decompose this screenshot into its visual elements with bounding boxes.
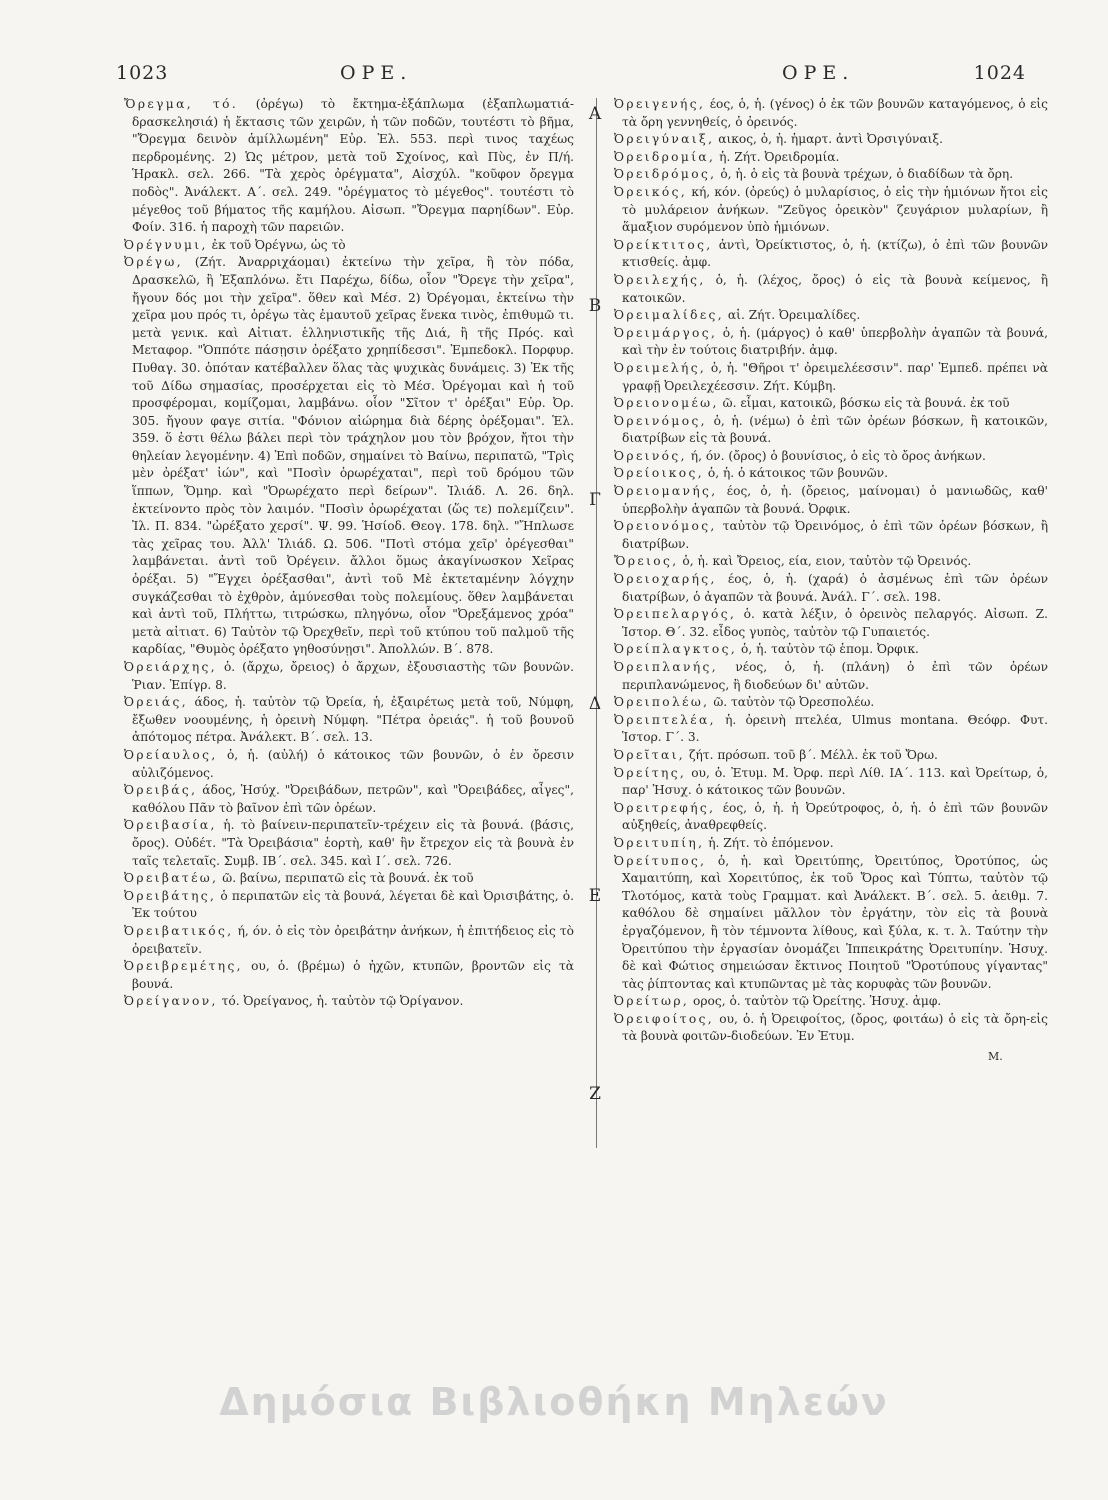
dictionary-entry xyxy=(614,993,1048,1011)
entry-headword: Ὀρείτωρ, xyxy=(614,994,690,1009)
dictionary-entry xyxy=(614,694,1048,712)
entry-definition: ὁ. κατὰ λέξιν, ὁ ὀρεινὸς πελαργός. Αἰσωπ. Ζ. Ἱστορ. Θ΄. 32. εἶδος γυπὸς, ταὐτὸν τῷ Γυπαιετός. xyxy=(622,607,1048,639)
entry-headword: Ὀρειβάτης, xyxy=(124,888,217,903)
dictionary-entry xyxy=(124,254,574,659)
entry-headword: Ὀρειονόμος, xyxy=(614,519,717,534)
entry-definition: ὁ, ἡ. (αὐλή) ὁ κάτοικος τῶν βουνῶν, ὁ ἐν ὄρεσιν αὐλιζόμενος. xyxy=(132,747,574,780)
dictionary-entry xyxy=(124,747,574,782)
dictionary-entry xyxy=(614,553,1048,571)
entry-headword: Ὀρείγανον, xyxy=(124,994,218,1009)
page-number-left: 1023 xyxy=(116,62,169,84)
running-head-left: ΟΡΕ. xyxy=(340,62,413,84)
entry-headword: Ὀρειβάς, xyxy=(124,783,198,798)
dictionary-entry xyxy=(614,641,1048,659)
entry-definition: ὁ. (ἄρχω, ὄρειος) ὁ ἄρχων, ἐξουσιαστὴς τῶν βουνῶν. Ῥιαν. Ἐπίγρ. 8. xyxy=(132,660,574,692)
entry-headword: Ὀρείοικος, xyxy=(614,466,705,481)
entry-headword: Ὀρέγνυμι, xyxy=(124,237,208,252)
section-letter-gamma: Γ xyxy=(589,490,601,510)
dictionary-entry xyxy=(614,835,1048,853)
entry-definition: ὁ, ἡ. καὶ Ὀρειτύπης, Ὀρειτύπος, Ὀροτύπος, ὡς Χαμαιτύπη, καὶ Χορειτύπος, ἐκ τοῦ Ὄρος καὶ Τύπτω, ταὐτὸν τῷ Τλοτόμος, κατὰ τοὺς Γραμματ. καὶ Ἀνάλεκτ. Β΄. σελ. 5. ἀειθμ. 7. καθόλου δὲ σημαίνει μᾶλλον τὸν ἐργάτην, τὸν εἰς τὰ βουνὰ ἐργαζόμενον, ἢ τὸν τέμνοντα λίθους, καὶ ξύλα, κ. τ. λ. Ταύτην τὴν Ὀρειτύπου τὴν ἐργασίαν ὀνομάζει Ἱππεικράτης Ὀρειτυπίην. Ἡσυχ. δὲ καὶ Φώτιος σημειώσαν ἔκτινος Ποιητοῦ "Ὀροτύπους γίγαντας" τὰς ῥίπτοντας καὶ κτυπῶντας μὲ τὰς κορυφὰς τῶν βουνῶν. xyxy=(622,853,1048,991)
entry-definition: ὁ περιπατῶν εἰς τὰ βουνά, λέγεται δὲ καὶ Ὀρισιβάτης, ὁ. Ἐκ τούτου xyxy=(132,888,574,921)
dictionary-entry xyxy=(124,870,574,888)
entry-headword: Ὀρειπτελέα, xyxy=(614,712,716,727)
entry-definition: ἡ. Ζήτ. τὸ ἑπόμενον. xyxy=(704,835,834,850)
dictionary-entry xyxy=(614,149,1048,167)
entry-definition: ῶ. εἶμαι, κατοικῶ, βόσκω εἰς τὰ βουνά. ἐκ τοῦ xyxy=(718,396,1010,411)
entry-headword: Ὀρείτυπος, xyxy=(614,853,707,868)
page-number-right: 1024 xyxy=(973,62,1026,84)
entry-definition: ὁ, ἡ. ὁ εἰς τὰ βουνὰ τρέχων, ὁ διαδίδων τὰ ὄρη. xyxy=(716,167,1014,182)
dictionary-entry xyxy=(614,184,1048,237)
dictionary-entry xyxy=(614,800,1048,835)
dictionary-entry xyxy=(124,782,574,817)
entry-headword: Ὀρείτης, xyxy=(614,765,687,780)
dictionary-entry xyxy=(614,413,1048,448)
dictionary-entry xyxy=(124,96,574,237)
dictionary-entry xyxy=(124,993,574,1011)
entry-headword: Ὀρειτρεφής, xyxy=(614,800,716,815)
dictionary-entry xyxy=(614,571,1048,606)
dictionary-entry xyxy=(124,923,574,958)
dictionary-entry xyxy=(614,131,1048,149)
entry-headword: Ὀρειβασία, xyxy=(124,818,217,833)
section-letter-epsilon: Ε xyxy=(588,886,602,906)
entry-definition: έος, ὁ, ἡ. (γένος) ὁ ἐκ τῶν βουνῶν καταγόμενος, ὁ εἰς τὰ ὄρη γεννηθείς, ὁ ὀρεινός. xyxy=(622,97,1048,129)
left-column xyxy=(124,96,574,1011)
entry-headword: Ὀρειμάργος, xyxy=(614,325,718,340)
entry-headword: Ὀρειονομέω, xyxy=(614,396,719,411)
dictionary-entry xyxy=(614,448,1048,466)
entry-headword: Ὀρειμελής, xyxy=(614,360,707,375)
entry-headword: Ὀρείαυλος, xyxy=(124,747,218,762)
dictionary-entry xyxy=(124,694,574,747)
entry-definition: (Ζήτ. Ἀναρριχάομαι) ἐκτείνω τὴν χεῖρα, ἢ τὸν πόδα, Δρασκελῶ, ἢ Ἐξαπλόνω. ἔτι Παρέχω, δίδω, οἷον "Ὄρεγε τὴν χεῖρα", ἤγουν δός μοι τὴν χεῖρα". ὅθεν καὶ Μέσ. 2) Ὀρέγομαι, ἐκτείνω τὴν χεῖρα μου πρός τι, ὀρέγω τὰς ἐμαυτοῦ χεῖρας ἕνεκα τινὸς, ἐπιθυμῶ τι. μετὰ γενικ. καὶ Αἰτιατ. ἑλληνιστικῆς τῆς Διά, ἢ τῆς Πρός. καὶ Μεταφορ. "Ὁππότε πάσῃσιν ὀρέξατο χρηπίδεσσι". Ἐμπεδοκλ. Πορφυρ. Πυθαγ. 30. ὁπόταν κατέβαλλεν ὅλας τὰς ψυχικὰς δυνάμεις. 3) Ἐκ τῆς τοῦ Δίδω σημασίας, προσέρχεται εἰς τὸ Μέσ. Ὀρέγομαι καὶ ἡ τοῦ προσφέρομαι, κομίζομαι, λαμβάνω. οἷον "Σῖτον τ' ὀρέξαι" Εὐρ. Ὀρ. 305. ἤγουν φαγε σιτία. "Φόνιον αἰώρημα διὰ δέρης ὀρέξομαι". Ἑλ. 359. ὅ ἐστι θέλω βάλει περὶ τὸν τράχηλον μου τὸν βρόχον, ἤτοι τὴν θηλείαν λεγομένην. 4) Ἐπὶ ποδῶν, σημαίνει τὸ Βαίνω, περιπατῶ, "Τρὶς μὲν ὀρέξατ' ἰών", καὶ "Ποσὶν ὀρωρέχαται", περὶ τοῦ δρόμου τῶν ἵππων, Ὅμηρ. καὶ "Ὀρωρέχατο περὶ δείρων". Ἰλιάδ. Λ. 26. δηλ. ἐκτείνοντο πρὸς τὸν λαιμόν. "Ποσὶν ὀρωρέχαται (ὥς τε) πολεμίζειν". Ἰλ. Π. 834. "ὠρέξατο χερσί". Ψ. 99. Ἡσίοδ. Θεογ. 178. δηλ. "Ἤπλωσε τὰς χεῖρας του. Ἀλλ' Ἰλιάδ. Ω. 506. "Ποτὶ στόμα χεῖρ' ὀρέγεσθαι" λαμβάνεται. ἀντὶ τοῦ Ὀρέγειν. ἄλλοι ὅμως ἀκαγίνωσκον Χεῖρας ὀρέξαι. 5) "Ἔγχει ὀρέξασθαι", ἀντὶ τοῦ Μὲ ἐκτεταμένην λόγχην συγκάζεσθαι τὸ ἐχθρὸν, ἀμύνεσθαι τοὺς πολεμίους. ὅθεν λαμβάνεται καὶ ἀντὶ τοῦ, Πλήττω, τιτρώσκω, πληγόνω, οἷον "Ὀρεξάμενος χρόα" μετὰ αἰτιατ. 6) Ταὐτὸν τῷ Ὀρεχθεῖν, περὶ τοῦ κτύπου τοῦ παλμοῦ τῆς καρδίας, "Θυμὸς ὀρέξατο γηθοσύνῃσι". Ἀπολλών. Β΄. 878. xyxy=(132,255,574,657)
entry-headword: Ὀρειάρχης, xyxy=(124,660,218,674)
right-column xyxy=(614,96,1048,1046)
section-letter-delta: Δ xyxy=(588,694,602,714)
entry-definition: άδος, ἡ. ταὐτὸν τῷ Ὀρεία, ἡ, ἐξαιρέτως μετὰ τοῦ, Νύμφη, ἔξωθεν νοουμένης, ἡ ὀρεινὴ Νύμφη. "Πέτρα ὀρειάς". ἡ τοῦ βουνοῦ ἀπότομος πέτρα. Ἀνάλεκτ. Β΄. σελ. 13. xyxy=(132,695,574,745)
dictionary-entry xyxy=(614,272,1048,307)
entry-definition: αικος, ὁ, ἡ. ἡμαρτ. ἀντὶ Ὀρσιγύναιξ. xyxy=(714,132,943,147)
section-letter-alpha: Α xyxy=(588,104,602,124)
entry-headword: Ὀρειλεχής, xyxy=(614,272,706,287)
entry-definition: (ὀρέγω) τὸ ἔκτημα-ἐξάπλωμα (ἐξαπλωματιά-δρασκελησιά) ἡ ἔκτασις τῶν χειρῶν, ἡ τῶν ποδῶν, τουτέστι τὸ βῆμα, "Ὄρεγμα δεινὸν ἁμίλλωμένη" Εὐρ. Ἑλ. 553. περὶ τινος ταχέως περδρομένης. 2) Ὡς μέτρον, μετὰ τοῦ Σχοίνος, καὶ Πὺς, ἐν Π/ή. Ἡρακλ. σελ. 266. "Τὰ χερὸς ὀρέγματα", Αἰσχύλ. "κοῦφον ὄρεγμα ποδὸς". Ἀνάλεκτ. Α΄. σελ. 249. "ὀρέγματος τὸ μέγεθος". τουτέστι τὸ μέγεθος τοῦ βήματος τῆς καμήλου. Αἰσωπ. "Ὄρεγμα παρηίδων". Εὐρ. Φοίν. 316. ἡ παροχὴ τῶν παρειῶν. xyxy=(132,97,574,235)
entry-headword: Ὀρειοχαρής, xyxy=(614,572,717,587)
dictionary-entry xyxy=(614,395,1048,413)
entry-headword: Ὀρείκτιτος, xyxy=(614,237,713,252)
entry-definition: αἱ. Ζήτ. Ὀρειμαλίδες. xyxy=(724,308,861,323)
dictionary-entry xyxy=(614,360,1048,395)
dictionary-entry xyxy=(614,659,1048,694)
catchword: Μ. xyxy=(988,1050,1003,1063)
entry-definition: ὁ, ἡ. ὁ κάτοικος τῶν βουνῶν. xyxy=(704,466,888,481)
entry-definition: ταὐτὸν τῷ Ὀρεινόμος, ὁ ἐπὶ τῶν ὀρέων βόσκων, ἢ διατρίβων. xyxy=(622,519,1048,551)
dictionary-entry xyxy=(124,237,574,255)
entry-definition: ὁ, ἡ. (λέχος, ὄρος) ὁ εἰς τὰ βουνὰ κείμενος, ἢ κατοικῶν. xyxy=(622,272,1048,305)
entry-definition: ἡ. ὀρεινὴ πτελέα, Ulmus montana. Θεόφρ. Φυτ. Ἱστορ. Γ΄. 3. xyxy=(622,712,1048,745)
entry-headword: Ὀρεινός, xyxy=(614,448,687,463)
dictionary-entry xyxy=(614,325,1048,360)
dictionary-entry xyxy=(614,606,1048,641)
entry-definition: ου, ὁ. Ἐτυμ. Μ. Ὀρφ. περὶ Λίθ. ΙΑ΄. 113. καὶ Ὀρείτωρ, ὁ, παρ' Ἡσυχ. ὁ κάτοικος τῶν βουνῶν. xyxy=(622,765,1048,798)
page-header xyxy=(116,62,1026,88)
entry-definition: ου, ὁ. (βρέμω) ὁ ἠχῶν, κτυπῶν, βροντῶν εἰς τὰ βουνά. xyxy=(132,959,574,991)
entry-headword: Ὀρειγενής, xyxy=(614,97,706,111)
dictionary-entry xyxy=(614,747,1048,765)
entry-headword: Ὀρεῖται, xyxy=(614,747,686,762)
entry-headword: Ὀρειάς, xyxy=(124,695,188,710)
entry-definition: άδος, Ἡσύχ. "Ὀρειβάδων, πετρῶν", καὶ "Ὀρειβάδες, αἶγες", καθόλου Πᾶν τὸ βαῖνον ἐπὶ τῶν ὀρέων. xyxy=(132,783,574,815)
dictionary-entry xyxy=(124,659,574,694)
entry-definition: ου, ὁ. ἡ Ὀρειφοίτος, (ὄρος, φοιτάω) ὁ εἰς τὰ ὄρη-εἰς τὰ βουνὰ φοιτῶν-διοδεύων. Ἐν Ἐτυμ. xyxy=(622,1011,1048,1044)
entry-definition: έος, ὁ, ἡ. (ὄρειος, μαίνομαι) ὁ μανιωδῶς, καθ' ὑπερβολὴν ἀγαπῶν τὰ βουνά. Ὀρφικ. xyxy=(622,484,1048,516)
entry-headword: Ὀρείπλαγκτος, xyxy=(614,642,738,657)
running-head-right: ΟΡΕ. xyxy=(782,62,855,84)
entry-definition: ἡ. τὸ βαίνειν-περιπατεῖν-τρέχειν εἰς τὰ βουνά. (βάσις, ὄρος). Οὐδέτ. "Τὰ Ὀρειβάσια" ἑορτὴ, καθ' ἣν ἔτρεχον εἰς τὰ βουνὰ ἐν ταῖς τελεταῖς. Συμβ. ΙΒ΄. σελ. 345. καὶ Ι΄. σελ. 726. xyxy=(132,818,574,868)
entry-definition: ζήτ. πρόσωπ. τοῦ β΄. Μέλλ. ἐκ τοῦ Ὄρω. xyxy=(685,747,938,762)
dictionary-entry xyxy=(614,518,1048,553)
entry-definition: ὁ, ἡ. ταὐτὸν τῷ ἑπομ. Ὀρφικ. xyxy=(737,642,919,657)
entry-definition: ὁ, ἡ. (μάργος) ὁ καθ' ὑπερβολὴν ἀγαπῶν τὰ βουνά, καὶ τὴν ἐν τούτοις διατριβήν. ἀμφ. xyxy=(622,325,1048,358)
entry-definition: ὁ, ἡ. καὶ Ὄρειος, εία, ειον, ταὐτὸν τῷ Ὀρεινός. xyxy=(678,554,972,569)
entry-headword: Ὀρειμαλίδες, xyxy=(614,308,725,323)
entry-definition: κή, κόν. (ὀρεύς) ὁ μυλαρίσιος, ὁ εἰς τὴν ἡμιόνων ἤτοι εἰς τὸ μυλάρειον ἀνήκων. "Ζεῦγος ὀρεικὸν" ζευγάριον μυλαρίων, ἢ ἅμαξιον συρόμενον ὑπὸ ἡμιόνων. xyxy=(622,184,1048,235)
dictionary-entry xyxy=(614,853,1048,994)
entry-definition: ἐκ τοῦ Ὀρέγνω, ὡς τὸ xyxy=(207,237,346,252)
dictionary-entry xyxy=(614,465,1048,483)
library-watermark: Δημόσια Βιβλιοθήκη Μηλεών xyxy=(219,1380,889,1424)
entry-definition: ῶ. ταὐτὸν τῷ Ὀρεσπολέω. xyxy=(709,695,875,710)
dictionary-entry xyxy=(614,765,1048,800)
dictionary-entry xyxy=(614,96,1048,131)
section-letter-zeta: Ζ xyxy=(589,1084,601,1104)
entry-headword: Ὀρειπλανής, xyxy=(614,660,719,674)
entry-headword: Ὄρεγμα, τό. xyxy=(124,97,239,111)
entry-headword: Ὀρεικός, xyxy=(614,184,688,199)
entry-headword: Ὀρειπελαργός, xyxy=(614,607,737,622)
entry-definition: ὁ, ἡ. "Θῆροι τ' ὀρειμελέεσσιν". παρ' Ἐμπεδ. πρέπει νὰ γραφῇ Ὀρειλεχέεσσιν. Ζήτ. Κύμβη. xyxy=(622,360,1048,393)
dictionary-entry xyxy=(614,1011,1048,1046)
entry-definition: έος, ὁ, ἡ. (χαρά) ὁ ἀσμένως ἐπὶ τῶν ὀρέων διατρίβων, ὁ ἀγαπῶν τὰ βουνά. Ἀνάλ. Γ΄. σελ. 198. xyxy=(622,572,1048,604)
entry-headword: Ὀρειομανής, xyxy=(614,484,718,499)
entry-definition: ἡ. Ζήτ. Ὀρειδρομία. xyxy=(715,149,840,164)
entry-headword: Ὀρεινόμος, xyxy=(614,413,707,428)
entry-definition: ἀντὶ, Ὀρείκτιστος, ὁ, ἡ. (κτίζω), ὁ ἐπὶ τῶν βουνῶν κτισθείς. ἀμφ. xyxy=(622,237,1048,270)
dictionary-entry xyxy=(614,237,1048,272)
entry-definition: ή, όν. ὁ εἰς τὸν ὀρειβάτην ἀνήκων, ἡ ἐπιτήδειος εἰς τὸ ὀρειβατεῖν. xyxy=(132,923,574,956)
column-divider xyxy=(596,98,597,1148)
entry-definition: ορος, ὁ. ταὐτὸν τῷ Ὀρείτης. Ἡσυχ. ἀμφ. xyxy=(689,994,942,1009)
entry-headword: Ὀρειτυπίη, xyxy=(614,835,705,850)
section-letter-beta: Β xyxy=(588,296,602,316)
dictionary-entry xyxy=(614,712,1048,747)
entry-headword: Ὀρειβατέω, xyxy=(124,871,219,886)
entry-definition: νέος, ὁ, ἡ. (πλάνη) ὁ ἐπὶ τῶν ὀρέων περιπλανώμενος, ἢ διοδεύων δι' αὐτῶν. xyxy=(622,660,1048,692)
entry-headword: Ὀρειβρεμέτης, xyxy=(124,959,243,974)
entry-headword: Ὀρειβατικός, xyxy=(124,923,234,938)
entry-definition: έος, ὁ, ἡ. ἡ Ὀρεύτροφος, ὁ, ἡ. ὁ ἐπὶ τῶν βουνῶν αὐξηθείς, ἀναθρεφθείς. xyxy=(622,800,1048,833)
dictionary-entry xyxy=(124,888,574,923)
entry-definition: τό. Ὀρείγανος, ἡ. ταὐτὸν τῷ Ὀρίγανον. xyxy=(217,994,464,1009)
dictionary-entry xyxy=(124,817,574,870)
dictionary-entry xyxy=(614,307,1048,325)
entry-headword: Ὄρειος, xyxy=(614,554,679,569)
entry-definition: ὁ, ἡ. (νέμω) ὁ ἐπὶ τῶν ὀρέων βόσκων, ἢ κατοικῶν, διατρίβων εἰς τὰ βουνά. xyxy=(622,413,1048,446)
entry-definition: ή, όν. (ὄρος) ὁ βουνίσιος, ὁ εἰς τὸ ὄρος ἀνήκων. xyxy=(686,448,986,463)
entry-headword: Ὀρειδρόμος, xyxy=(614,167,717,182)
entry-definition: ῶ. βαίνω, περιπατῶ εἰς τὰ βουνά. ἐκ τοῦ xyxy=(218,871,474,886)
entry-headword: Ὀρέγω, xyxy=(124,255,183,270)
entry-headword: Ὀρειγύναιξ, xyxy=(614,132,715,147)
entry-headword: Ὀρειπολέω, xyxy=(614,695,710,710)
dictionary-entry xyxy=(124,958,574,993)
entry-headword: Ὀρειδρομία, xyxy=(614,149,716,164)
dictionary-entry xyxy=(614,166,1048,184)
entry-headword: Ὀρειφοίτος, xyxy=(614,1011,715,1026)
dictionary-entry xyxy=(614,483,1048,518)
